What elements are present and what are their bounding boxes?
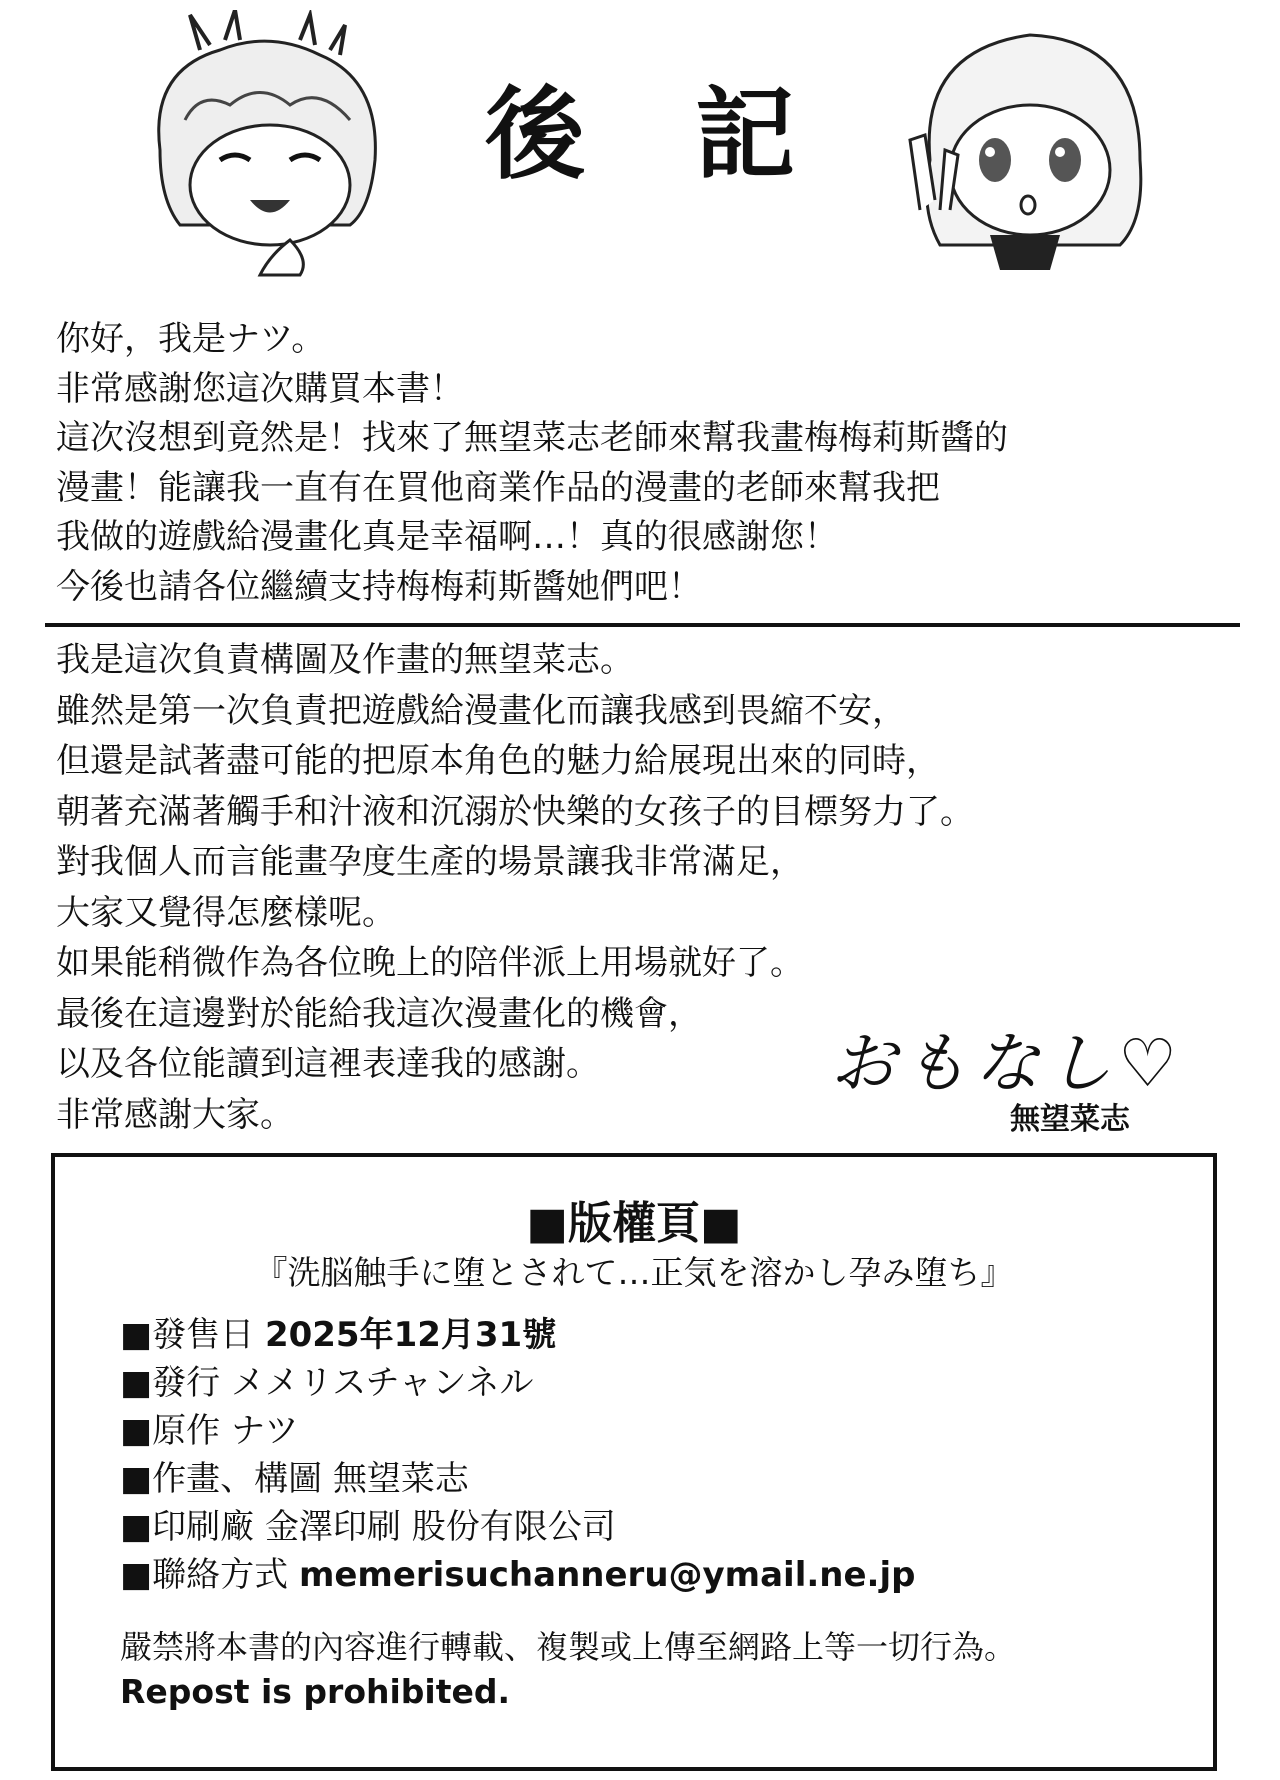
item-value: 2025年12月31號 — [264, 1315, 557, 1355]
copyright-item-artist — [120, 1451, 469, 1500]
page-title: 後記 — [485, 76, 905, 193]
copyright-item-printer — [120, 1499, 616, 1548]
text-line: 雖然是第一次負責把遊戲給漫畫化而讓我感到畏縮不安， — [56, 690, 906, 731]
copyright-title: ■版權頁■ — [526, 1198, 742, 1249]
copyright-box — [51, 1153, 1217, 1771]
text-line: 對我個人而言能畫孕度生產的場景讓我非常滿足， — [56, 842, 804, 882]
artist-signature — [830, 1010, 1210, 1140]
text-line: 最後在這邊對於能給我這次漫畫化的機會， — [56, 993, 702, 1034]
item-value: 金澤印刷 股份有限公司 — [264, 1507, 616, 1547]
copyright-item-original-work — [120, 1403, 299, 1452]
item-value: ナツ — [230, 1411, 299, 1451]
item-value: メメリスチャンネル — [230, 1363, 534, 1403]
text-line: 漫畫！能讓我一直有在買他商業作品的漫畫的老師來幫我把 — [56, 467, 940, 508]
contact-email: memerisuchanneru@ymail.ne.jp — [298, 1555, 916, 1595]
signature-name: 無望菜志 — [1010, 1102, 1130, 1137]
section-divider — [45, 623, 1240, 627]
signature-kana: おもなし♡ — [830, 1025, 1184, 1102]
text-line: 但還是試著盡可能的把原本角色的魅力給展現出來的同時， — [56, 741, 940, 781]
text-line: 非常感謝大家。 — [56, 1094, 294, 1135]
item-label: ■聯絡方式 — [120, 1555, 299, 1595]
copyright-item-release-date — [120, 1307, 556, 1356]
text-line: 以及各位能讀到這裡表達我的感謝。 — [56, 1044, 600, 1084]
text-line: 朝著充滿著觸手和汁液和沉溺於快樂的女孩子的目標努力了。 — [56, 791, 974, 832]
repost-notice: Repost is prohibited. — [120, 1672, 511, 1711]
item-label: ■發行 — [120, 1363, 231, 1403]
copyright-item-publisher — [120, 1355, 534, 1404]
text-line: 我做的遊戲給漫畫化真是幸福啊…！真的很感謝您！ — [56, 517, 838, 557]
text-line: 大家又覺得怎麼樣呢。 — [56, 892, 396, 933]
text-line: 你好，我是ナツ。 — [56, 319, 326, 359]
text-line: 今後也請各位繼續支持梅梅莉斯醬她們吧！ — [56, 566, 702, 607]
afterword-author-text — [56, 315, 1008, 612]
book-title: 『洗脳触手に堕とされて…正気を溶かし孕み堕ち』 — [254, 1253, 1014, 1292]
copyright-item-contact — [120, 1547, 915, 1596]
chibi-character-right-illustration — [900, 10, 1160, 280]
item-label: ■發售日 — [120, 1315, 265, 1355]
reproduction-notice: 嚴禁將本書的內容進行轉載、複製或上傳至網路上等一切行為。 — [120, 1628, 1017, 1666]
item-value: 無望菜志 — [332, 1459, 469, 1499]
item-label: ■原作 — [120, 1411, 231, 1451]
item-label: ■作畫、構圖 — [120, 1459, 333, 1499]
text-line: 這次沒想到竟然是！找來了無望菜志老師來幫我畫梅梅莉斯醬的 — [56, 418, 1008, 458]
text-line: 非常感謝您這次購買本書！ — [56, 368, 464, 409]
text-line: 我是這次負責構圖及作畫的無望菜志。 — [56, 640, 634, 680]
item-label: ■印刷廠 — [120, 1507, 265, 1547]
text-line: 如果能稍微作為各位晚上的陪伴派上用場就好了。 — [56, 943, 804, 983]
